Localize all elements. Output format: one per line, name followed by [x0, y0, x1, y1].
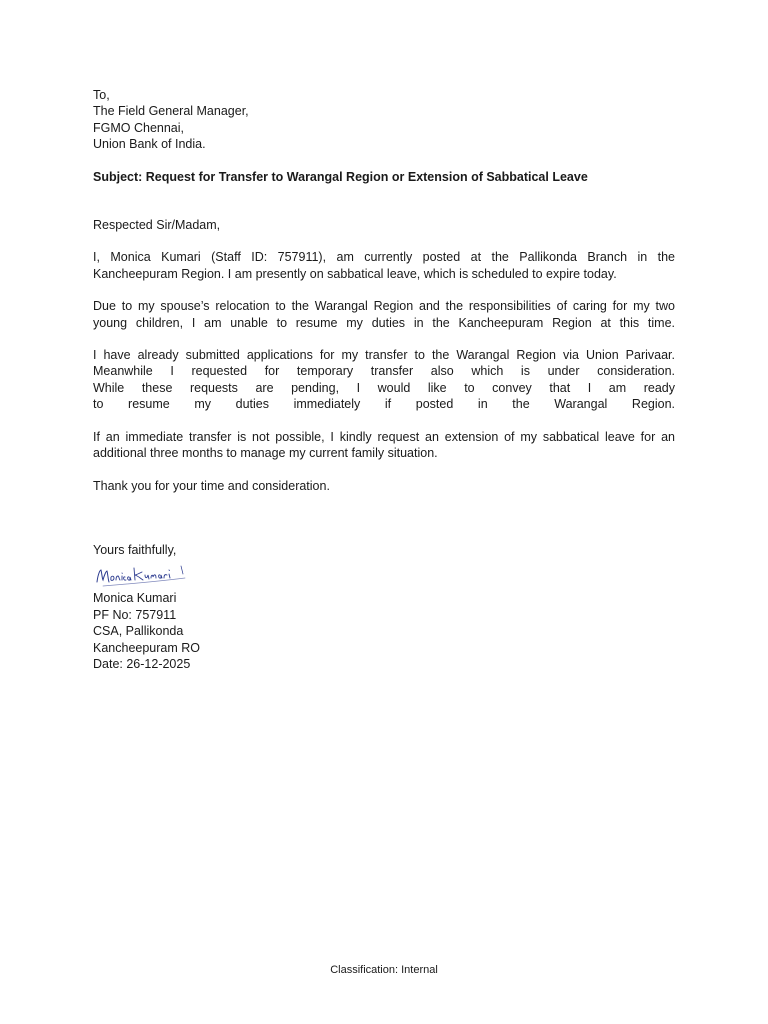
paragraph-4	[93, 429, 675, 462]
address-line: FGMO Chennai,	[93, 120, 185, 135]
thank-you-line: Thank you for your time and consideration.	[93, 478, 330, 493]
signatory-name: Monica Kumari	[93, 591, 177, 606]
signatory-region: Kancheepuram RO	[93, 640, 201, 655]
closing: Yours faithfully,	[93, 542, 177, 557]
handwritten-signature	[93, 560, 193, 590]
paragraph-line: Due to my spouse’s relocation to the Warangal Region and the responsibilities of caring for my two	[93, 299, 675, 314]
subject-line: Subject: Request for Transfer to Warangal Region or Extension of Sabbatical Leave	[93, 169, 588, 184]
address-line: To,	[93, 88, 110, 102]
signatory-pf: PF No: 757911	[93, 607, 177, 622]
recipient-address	[93, 87, 675, 153]
address-line: Union Bank of India.	[93, 137, 206, 152]
address-line: The Field General Manager,	[93, 104, 249, 119]
paragraph-1	[93, 249, 675, 282]
paragraph-line: to resume my duties immediately if posted in the Warangal Region.	[93, 397, 675, 412]
paragraph-line: I have already submitted applications for my transfer to the Warangal Region via Union Parivaar.	[93, 348, 675, 363]
classification-footer: Classification: Internal	[330, 964, 438, 976]
paragraph-line: I, Monica Kumari (Staff ID: 757911), am currently posted at the Pallikonda Branch in the	[93, 250, 675, 265]
paragraph-line: If an immediate transfer is not possible, I kindly request an extension of my sabbatical leave for an	[93, 429, 675, 444]
letter-body	[93, 87, 675, 672]
paragraph-line: additional three months to manage my current family situation.	[93, 446, 438, 461]
salutation: Respected Sir/Madam,	[93, 218, 221, 233]
signatory-details	[93, 590, 675, 672]
paragraph-line: young children, I am unable to resume my duties in the Kancheepuram Region at this time.	[93, 315, 675, 330]
paragraph-line: Meanwhile I requested for temporary transfer also which is under consideration.	[93, 364, 675, 379]
paragraph-line: Kancheepuram Region. I am presently on sabbatical leave, which is scheduled to expire today.	[93, 266, 617, 281]
paragraph-line: While these requests are pending, I would like to convey that I am ready	[93, 380, 675, 395]
paragraph-2	[93, 298, 675, 331]
signatory-date: Date: 26-12-2025	[93, 656, 191, 671]
paragraph-3	[93, 347, 675, 413]
signatory-branch: CSA, Pallikonda	[93, 624, 184, 639]
